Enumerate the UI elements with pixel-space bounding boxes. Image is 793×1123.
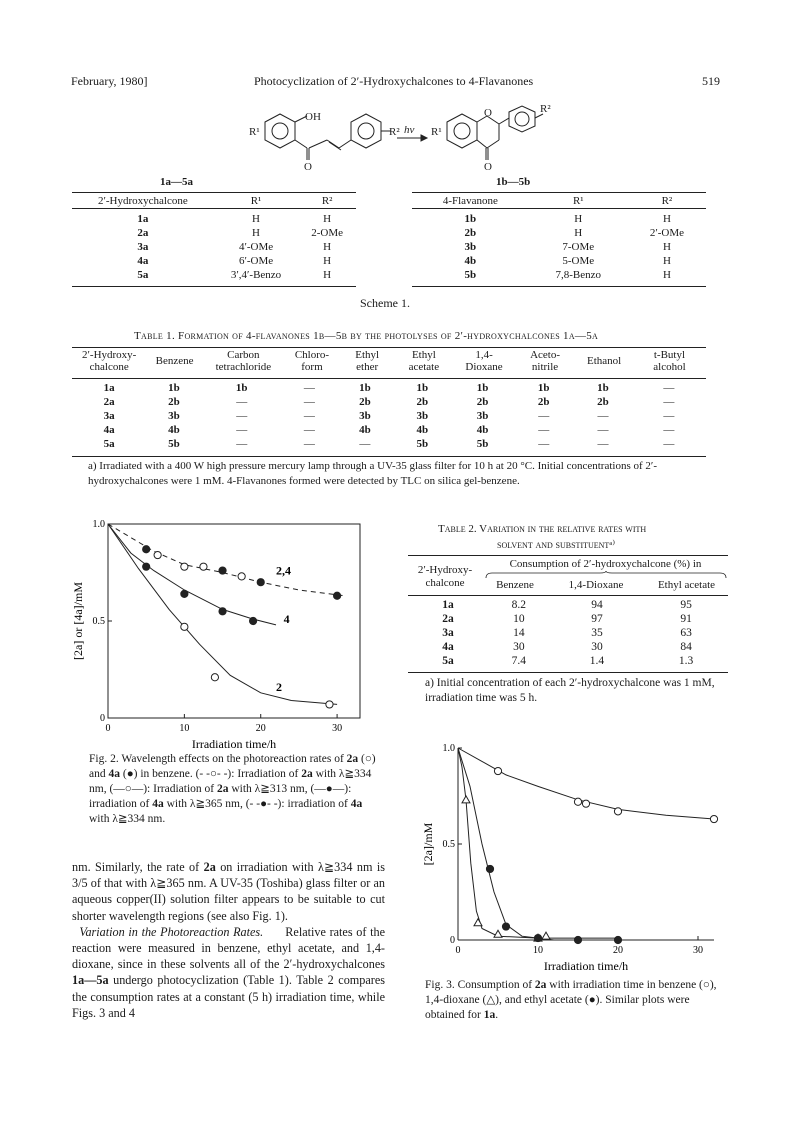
- table2-cell: 30: [513, 641, 525, 653]
- data-point: [494, 930, 502, 937]
- curve-ethyl-acetate: [458, 748, 626, 940]
- table-row: [72, 409, 706, 423]
- table1-cell: 1b: [235, 382, 248, 394]
- table1-cell: —: [303, 424, 315, 436]
- table2-cell: 63: [680, 627, 692, 639]
- table1-cell: 1a: [103, 382, 115, 394]
- series-label: 2,4: [276, 563, 291, 578]
- table1-header-cell: 1,4- Dioxane: [465, 349, 503, 373]
- data-point: [614, 936, 621, 943]
- table1-cell: 5b: [476, 438, 489, 450]
- table1-header-cell: 2′-Hydroxy- chalcone: [82, 349, 137, 373]
- table2-cell: 35: [591, 627, 603, 639]
- svg-text:OH: OH: [305, 111, 321, 123]
- table1-cell: 3b: [168, 410, 180, 422]
- table2-col0-header: 2′-Hydroxy- chalcone: [417, 564, 473, 589]
- data-point: [574, 936, 581, 943]
- header-cell: R²: [321, 195, 333, 207]
- table-row: 5a 3′,4′-Benzo H: [137, 269, 332, 281]
- y-tick-label: 0.5: [92, 616, 105, 627]
- data-point: [333, 592, 340, 599]
- header-cell: R²: [661, 195, 673, 207]
- fig3-chart: [418, 740, 728, 972]
- table-row: 4a 6′-OMe H: [137, 255, 332, 267]
- data-point: [249, 617, 256, 624]
- table2-cell: 30: [591, 641, 603, 653]
- header-cell: 2′-Hydroxychalcone: [97, 195, 188, 207]
- table-row: [72, 381, 706, 395]
- table-row: 4b 5-OMe H: [464, 255, 671, 267]
- aromatic-ring-b: [358, 123, 374, 139]
- header-cell: 4-Flavanone: [442, 195, 498, 207]
- table1-cell: 1b: [359, 382, 371, 394]
- table1-header-cell: Benzene: [155, 355, 194, 367]
- table1-cell: —: [663, 438, 675, 450]
- y-tick-label: 1.0: [442, 743, 455, 754]
- x-axis-label: Irradiation time/h: [543, 959, 629, 972]
- table1-cell: —: [236, 438, 248, 450]
- scheme-structures: [225, 104, 555, 174]
- data-point: [474, 919, 482, 926]
- data-point: [211, 674, 218, 681]
- table1-cell: —: [538, 410, 550, 422]
- table2-cell: 7.4: [511, 655, 527, 667]
- scheme-left-table: [72, 194, 356, 282]
- table2-cell: 2a: [442, 613, 454, 625]
- svg-text:R²: R²: [389, 126, 400, 138]
- table-row: [72, 423, 706, 437]
- data-point: [534, 934, 541, 941]
- table1-cell: —: [597, 410, 609, 422]
- data-point: [200, 563, 207, 570]
- data-point: [486, 865, 493, 872]
- table1-cell: —: [303, 396, 315, 408]
- table1-cell: 2b: [537, 396, 550, 408]
- table2-body: [408, 598, 728, 668]
- table1-cell: 4b: [168, 424, 180, 436]
- table1-cell: —: [663, 396, 675, 408]
- table-row: 3a 4′-OMe H: [137, 241, 332, 253]
- table-row: [408, 640, 728, 654]
- table-row: 1a H H: [137, 213, 332, 225]
- data-point: [614, 808, 621, 815]
- svg-text:R¹: R¹: [249, 126, 260, 138]
- figure-3: [418, 740, 728, 977]
- table1-cell: 1b: [168, 382, 180, 394]
- table2-cell: 1a: [442, 599, 454, 611]
- x-tick-label: 20: [613, 945, 623, 956]
- y-axis-label: [2a]/mM: [421, 822, 435, 866]
- table1-cell: 4b: [359, 424, 371, 436]
- table2-cell: 91: [680, 613, 692, 625]
- header-date: February, 1980]: [71, 74, 148, 88]
- table2-subheader: [483, 578, 728, 592]
- x-tick-label: 10: [533, 945, 543, 956]
- data-point: [154, 551, 161, 558]
- x-tick-label: 10: [179, 723, 190, 734]
- data-point: [238, 573, 245, 580]
- table-row: 2b H 2′-OMe: [464, 227, 684, 239]
- table-row: [72, 437, 706, 451]
- table1-cell: —: [303, 438, 315, 450]
- table-row: 2a H 2-OMe: [137, 227, 344, 239]
- table1-cell: —: [236, 424, 248, 436]
- data-point: [181, 590, 188, 597]
- table2-cell: 14: [513, 627, 525, 639]
- svg-text:R¹: R¹: [431, 126, 442, 138]
- data-point: [143, 563, 150, 570]
- table1-header-cell: Ethyl acetate: [408, 349, 440, 373]
- header-cell: 1,4-Dioxane: [568, 579, 624, 591]
- table2-cell: 4a: [442, 641, 454, 653]
- table2-footnote: a) Initial concentration of each 2′-hydroxychalcone was 1 mM, irradiation time was 5 h.: [425, 677, 715, 704]
- table1-cell: —: [303, 410, 315, 422]
- table1-cell: —: [236, 410, 248, 422]
- table1-header-cell: Aceto- nitrile: [530, 349, 561, 373]
- y-axis-label: [2a] or [4a]/mM: [71, 582, 85, 660]
- x-tick-label: 0: [455, 945, 461, 956]
- table1-cell: —: [663, 424, 675, 436]
- table2-title: Table 2. Variation in the relative rates with: [438, 523, 647, 535]
- header-cell: Ethyl acetate: [657, 579, 716, 591]
- table2-cell: 5a: [442, 655, 454, 667]
- table1-cell: 2b: [597, 396, 609, 408]
- header-title: Photocyclization of 2′-Hydroxychalcones to 4-Flavanones: [254, 74, 534, 88]
- table1-cell: 2b: [168, 396, 180, 408]
- table1-header-cell: Carbon tetrachloride: [215, 349, 272, 373]
- table1-cell: 5b: [168, 438, 180, 450]
- table1-cell: 1b: [597, 382, 609, 394]
- data-point: [181, 563, 188, 570]
- table-row: [408, 626, 728, 640]
- arrow-label: hν: [404, 124, 415, 136]
- table1-cell: 4b: [416, 424, 429, 436]
- table-row: [408, 612, 728, 626]
- aromatic-ring-a: [272, 123, 288, 139]
- data-point: [582, 800, 589, 807]
- y-tick-label: 1.0: [92, 519, 105, 530]
- table1-header-cell: Ethanol: [587, 355, 622, 367]
- table1-cell: —: [538, 424, 550, 436]
- table2-cell: 10: [513, 613, 525, 625]
- svg-text:O: O: [484, 161, 492, 173]
- curve-benzene: [458, 748, 714, 819]
- data-point: [462, 796, 470, 803]
- table2-title-2: solvent and substituentᵃ⁾: [497, 539, 616, 551]
- data-point: [494, 767, 501, 774]
- data-point: [219, 567, 226, 574]
- scheme-caption: Scheme 1.: [360, 296, 410, 310]
- body-paragraph: nm. Similarly, the rate of 2a on irradiation with λ≧334 nm is 3/5 of that with λ≧365 nm. A UV-35 (Toshiba) glass filter or an aqueous copper(II) solution filter appears to be suitable to cut shorter wavelength regions (see also Fig. 1). Variation in the Photoreaction Rates. Relative rates of the reaction were measured in benzene, ethyl acetate, and 1,4-dioxane, since in these solvents all of the 2′-hydroxychalcones 1a—5a undergo photocyclization (Table 1). Table 2 compares the consumption rates at a constant (5 h) irradiation time, while Figs. 3 and 4: [72, 860, 385, 1020]
- header-cell: R¹: [572, 195, 584, 207]
- series-label: 4: [283, 611, 290, 626]
- svg-text:O: O: [484, 107, 492, 119]
- data-point: [257, 579, 264, 586]
- table1-cell: 1b: [537, 382, 550, 394]
- data-point: [326, 701, 333, 708]
- scheme-right-table: [412, 194, 706, 282]
- table2-cell: 3a: [442, 627, 454, 639]
- table1-body: [72, 381, 706, 451]
- table1-cell: 2a: [103, 396, 115, 408]
- curve-2-4: [108, 524, 345, 596]
- table1-cell: —: [663, 382, 675, 394]
- table1-cell: 2b: [416, 396, 429, 408]
- table1-cell: 5a: [103, 438, 115, 450]
- data-point: [574, 798, 581, 805]
- aromatic-ring-d: [515, 112, 529, 126]
- data-point: [219, 608, 226, 615]
- table2-cell: 8.2: [511, 599, 527, 611]
- table-row: [408, 598, 728, 612]
- table1-cell: 3b: [476, 410, 489, 422]
- table-row: [72, 395, 706, 409]
- table-row: 3b 7-OMe H: [464, 241, 671, 253]
- data-point: [710, 815, 717, 822]
- table1-cell: 2b: [476, 396, 489, 408]
- table1-cell: 3a: [103, 410, 115, 422]
- header-cell: R¹: [250, 195, 262, 207]
- table1-cell: —: [236, 396, 248, 408]
- table2-cell: 84: [680, 641, 692, 653]
- table1-cell: 4b: [476, 424, 489, 436]
- fig2-chart: [60, 516, 380, 752]
- y-tick-label: 0.5: [442, 839, 455, 850]
- x-axis-label: Irradiation time/h: [191, 737, 277, 751]
- table1-header-cell: Ethyl ether: [355, 349, 380, 373]
- table1-title: Table 1. Formation of 4-flavanones 1b—5b by the photolyses of 2′-hydroxychalcones 1a—5a: [134, 330, 599, 342]
- table1-footnote: a) Irradiated with a 400 W high pressure mercury lamp through a UV-35 glass filter for 10 h at 20 °C. Initial concentrations of 2′-hydroxychalcones were 1 mM. 4-Flavanones formed were detected by TLC on silica gel-benzene.: [88, 460, 657, 487]
- table-header-row: [72, 194, 356, 209]
- scheme-left-label: 1a—5a: [160, 176, 193, 188]
- table-row: 1b H H: [464, 213, 671, 225]
- table-header-row: [412, 194, 706, 209]
- data-point: [502, 923, 509, 930]
- table-row: 5b 7,8-Benzo H: [464, 269, 671, 281]
- table-header-row: [72, 349, 706, 373]
- table1-header-cell: Chloro- form: [294, 349, 330, 373]
- table1-cell: 1b: [416, 382, 429, 394]
- table1-cell: —: [597, 438, 609, 450]
- table2-cell: 94: [591, 599, 603, 611]
- table1-header-cell: t-Butyl alcohol: [653, 349, 686, 373]
- fig3-caption: Fig. 3. Consumption of 2a with irradiation time in benzene (○), 1,4-dioxane (△), and ethyl acetate (●). Similar plots were obtained for 1a.: [425, 979, 717, 1021]
- table1-cell: 3b: [359, 410, 371, 422]
- table1-cell: 2b: [359, 396, 371, 408]
- table1-cell: —: [538, 438, 550, 450]
- x-tick-label: 20: [255, 723, 266, 734]
- table1-cell: 1b: [476, 382, 489, 394]
- scheme-right-label: 1b—5b: [496, 176, 531, 188]
- svg-text:R²: R²: [540, 104, 551, 115]
- table1-cell: 3b: [416, 410, 429, 422]
- table1-cell: 4a: [103, 424, 115, 436]
- fig2-caption: Fig. 2. Wavelength effects on the photoreaction rates of 2a (○) and 4a (●) in benzene. (- -○- -): Irradiation of 2a with λ≧334 nm, (—○—): Irradiation of 2a with λ≧313 nm, (—●—): irradiation of 4a with λ≧365 nm, (- -●- -): irradiation of 4a with λ≧334 nm.: [89, 753, 376, 825]
- data-point: [181, 623, 188, 630]
- figure-2: [60, 516, 380, 757]
- x-tick-label: 30: [693, 945, 703, 956]
- aromatic-ring-c: [454, 123, 470, 139]
- header-cell: Benzene: [496, 579, 534, 591]
- svg-text:O: O: [304, 161, 312, 173]
- table1-cell: —: [303, 382, 315, 394]
- table1: [72, 349, 706, 373]
- table2-group-header: Consumption of 2′-hydroxychalcone (%) in: [509, 558, 702, 570]
- table1-cell: 5b: [416, 438, 429, 450]
- table2-cell: 95: [680, 599, 692, 611]
- table1-cell: —: [359, 438, 371, 450]
- table1-cell: —: [663, 410, 675, 422]
- table-row: [408, 654, 728, 668]
- x-tick-label: 0: [105, 723, 111, 734]
- data-point: [143, 546, 150, 553]
- y-tick-label: 0: [450, 935, 455, 946]
- data-point: [542, 932, 550, 939]
- table1-cell: —: [597, 424, 609, 436]
- x-tick-label: 30: [332, 723, 343, 734]
- table2-cell: 1.3: [678, 655, 694, 667]
- y-tick-label: 0: [100, 713, 105, 724]
- table2-cell: 97: [591, 613, 603, 625]
- page-number: 519: [702, 74, 720, 88]
- series-label: 2: [276, 679, 282, 694]
- table2-cell: 1.4: [589, 655, 605, 667]
